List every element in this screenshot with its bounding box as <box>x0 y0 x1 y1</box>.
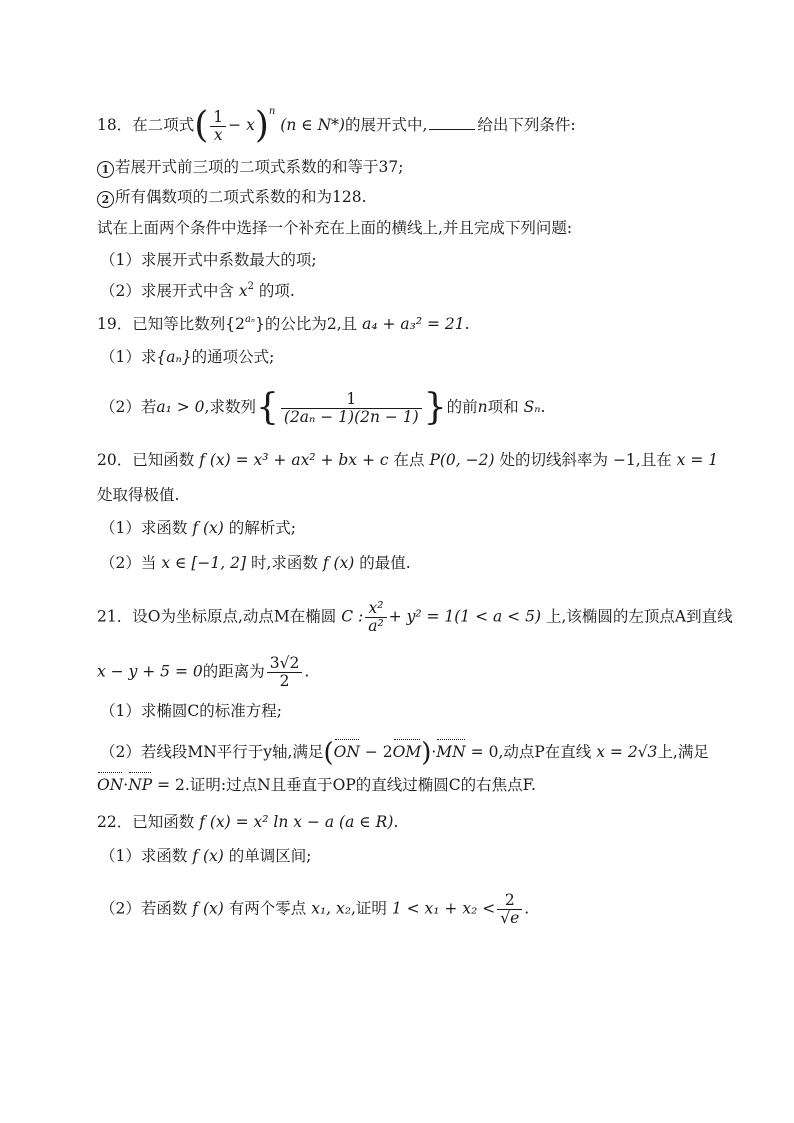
q18-instruction: 试在上面两个条件中选择一个补充在上面的横线上,并且完成下列问题: <box>97 219 573 237</box>
circled-number-1: 1 <box>97 161 114 178</box>
q22-stem: 22．已知函数 f (x) = x² ln x − a (a ∈ R). <box>97 813 399 831</box>
q19-part-2: （2）若a₁ > 0,求数列{ $\frac{1}{\text{(2aₙ − 1)(2n − 1)}}$ }的前n项和 Sₙ. <box>100 387 546 428</box>
q18-part-2: （2）求展开式中含 $x^2$ 的项. <box>100 281 295 300</box>
q21-distance-fraction: $\frac{3√2}{2}$ <box>267 655 303 690</box>
q21-ellipse-fraction: $\frac{\text{x²}}{\text{a²}}$ <box>365 600 386 635</box>
q21-part-2-line-1: （2）若线段MN平行于y轴,满足(ON − 2OM)·MN = 0,动点P在直线 x = 2√3上,满足 <box>100 738 709 768</box>
q19-number: 19． <box>97 315 133 333</box>
q22-fraction: $\frac{2}{√e}$ <box>497 892 522 927</box>
q19-part-1: （1）求{aₙ}的通项公式; <box>100 348 275 366</box>
q20-stem-line-1: 20．已知函数 f (x) = x³ + ax² + bx + c 在点 P(0, −2) 处的切线斜率为 −1,且在 x = 1 <box>97 451 719 469</box>
q21-stem-line-2: x − y + 5 = 0的距离为 $\frac{3√2}{2}$ . <box>97 654 310 690</box>
q21-part-2-line-2: ON·NP = 2.证明:过点N且垂直于OP的直线过椭圆C的右焦点F. <box>97 776 536 794</box>
q20-number: 20． <box>97 451 133 469</box>
q18-number: 18． <box>97 116 133 134</box>
q21-stem-line-1: 21．设O为坐标原点,动点M在椭圆 C : $\frac{\text{x²}}{\text{a²}}$ + y² = 1(1 < a < 5) 上,该椭圆的左顶点A到直线 <box>97 599 733 635</box>
q20-stem-line-2: 处取得极值. <box>97 486 180 504</box>
q22-number: 22． <box>97 813 133 831</box>
q18-blank[interactable] <box>429 115 475 130</box>
q20-part-2: （2）当 x ∈ [−1, 2] 时,求函数 f (x) 的最值. <box>100 554 411 572</box>
q18-option-1: 1 若展开式前三项的二项式系数的和等于37; <box>97 157 403 178</box>
q19-stem: 19．已知等比数列$\{2^{a_n}\}$的公比为2,且 a₄ + a₃² = 21. <box>97 314 470 333</box>
q21-part-1: （1）求椭圆C的标准方程; <box>100 702 282 720</box>
q18-fraction: $\frac{1}{x}$ <box>210 109 226 144</box>
q18-part-1: （1）求展开式中系数最大的项; <box>100 251 317 269</box>
q21-number: 21． <box>97 607 133 626</box>
q18-stem: 18．在二项式( $\frac{1}{x}$ − x)$^n$ (n ∈ N*)的展开式中, 给出下列条件: <box>97 105 576 146</box>
q20-part-1: （1）求函数 f (x) 的解析式; <box>100 519 296 537</box>
q22-part-1: （1）求函数 f (x) 的单调区间; <box>100 847 312 865</box>
q18-option-2: 2 所有偶数项的二项式系数的和为128. <box>97 187 367 208</box>
q22-part-2: （2）若函数 f (x) 有两个零点 x₁, x₂,证明 1 < x₁ + x₂ < $\frac{2}{√e}$ . <box>100 891 530 927</box>
q19-fraction: $\frac{1}{\text{(2aₙ − 1)(2n − 1)}}$ <box>281 391 422 426</box>
circled-number-2: 2 <box>97 191 114 208</box>
